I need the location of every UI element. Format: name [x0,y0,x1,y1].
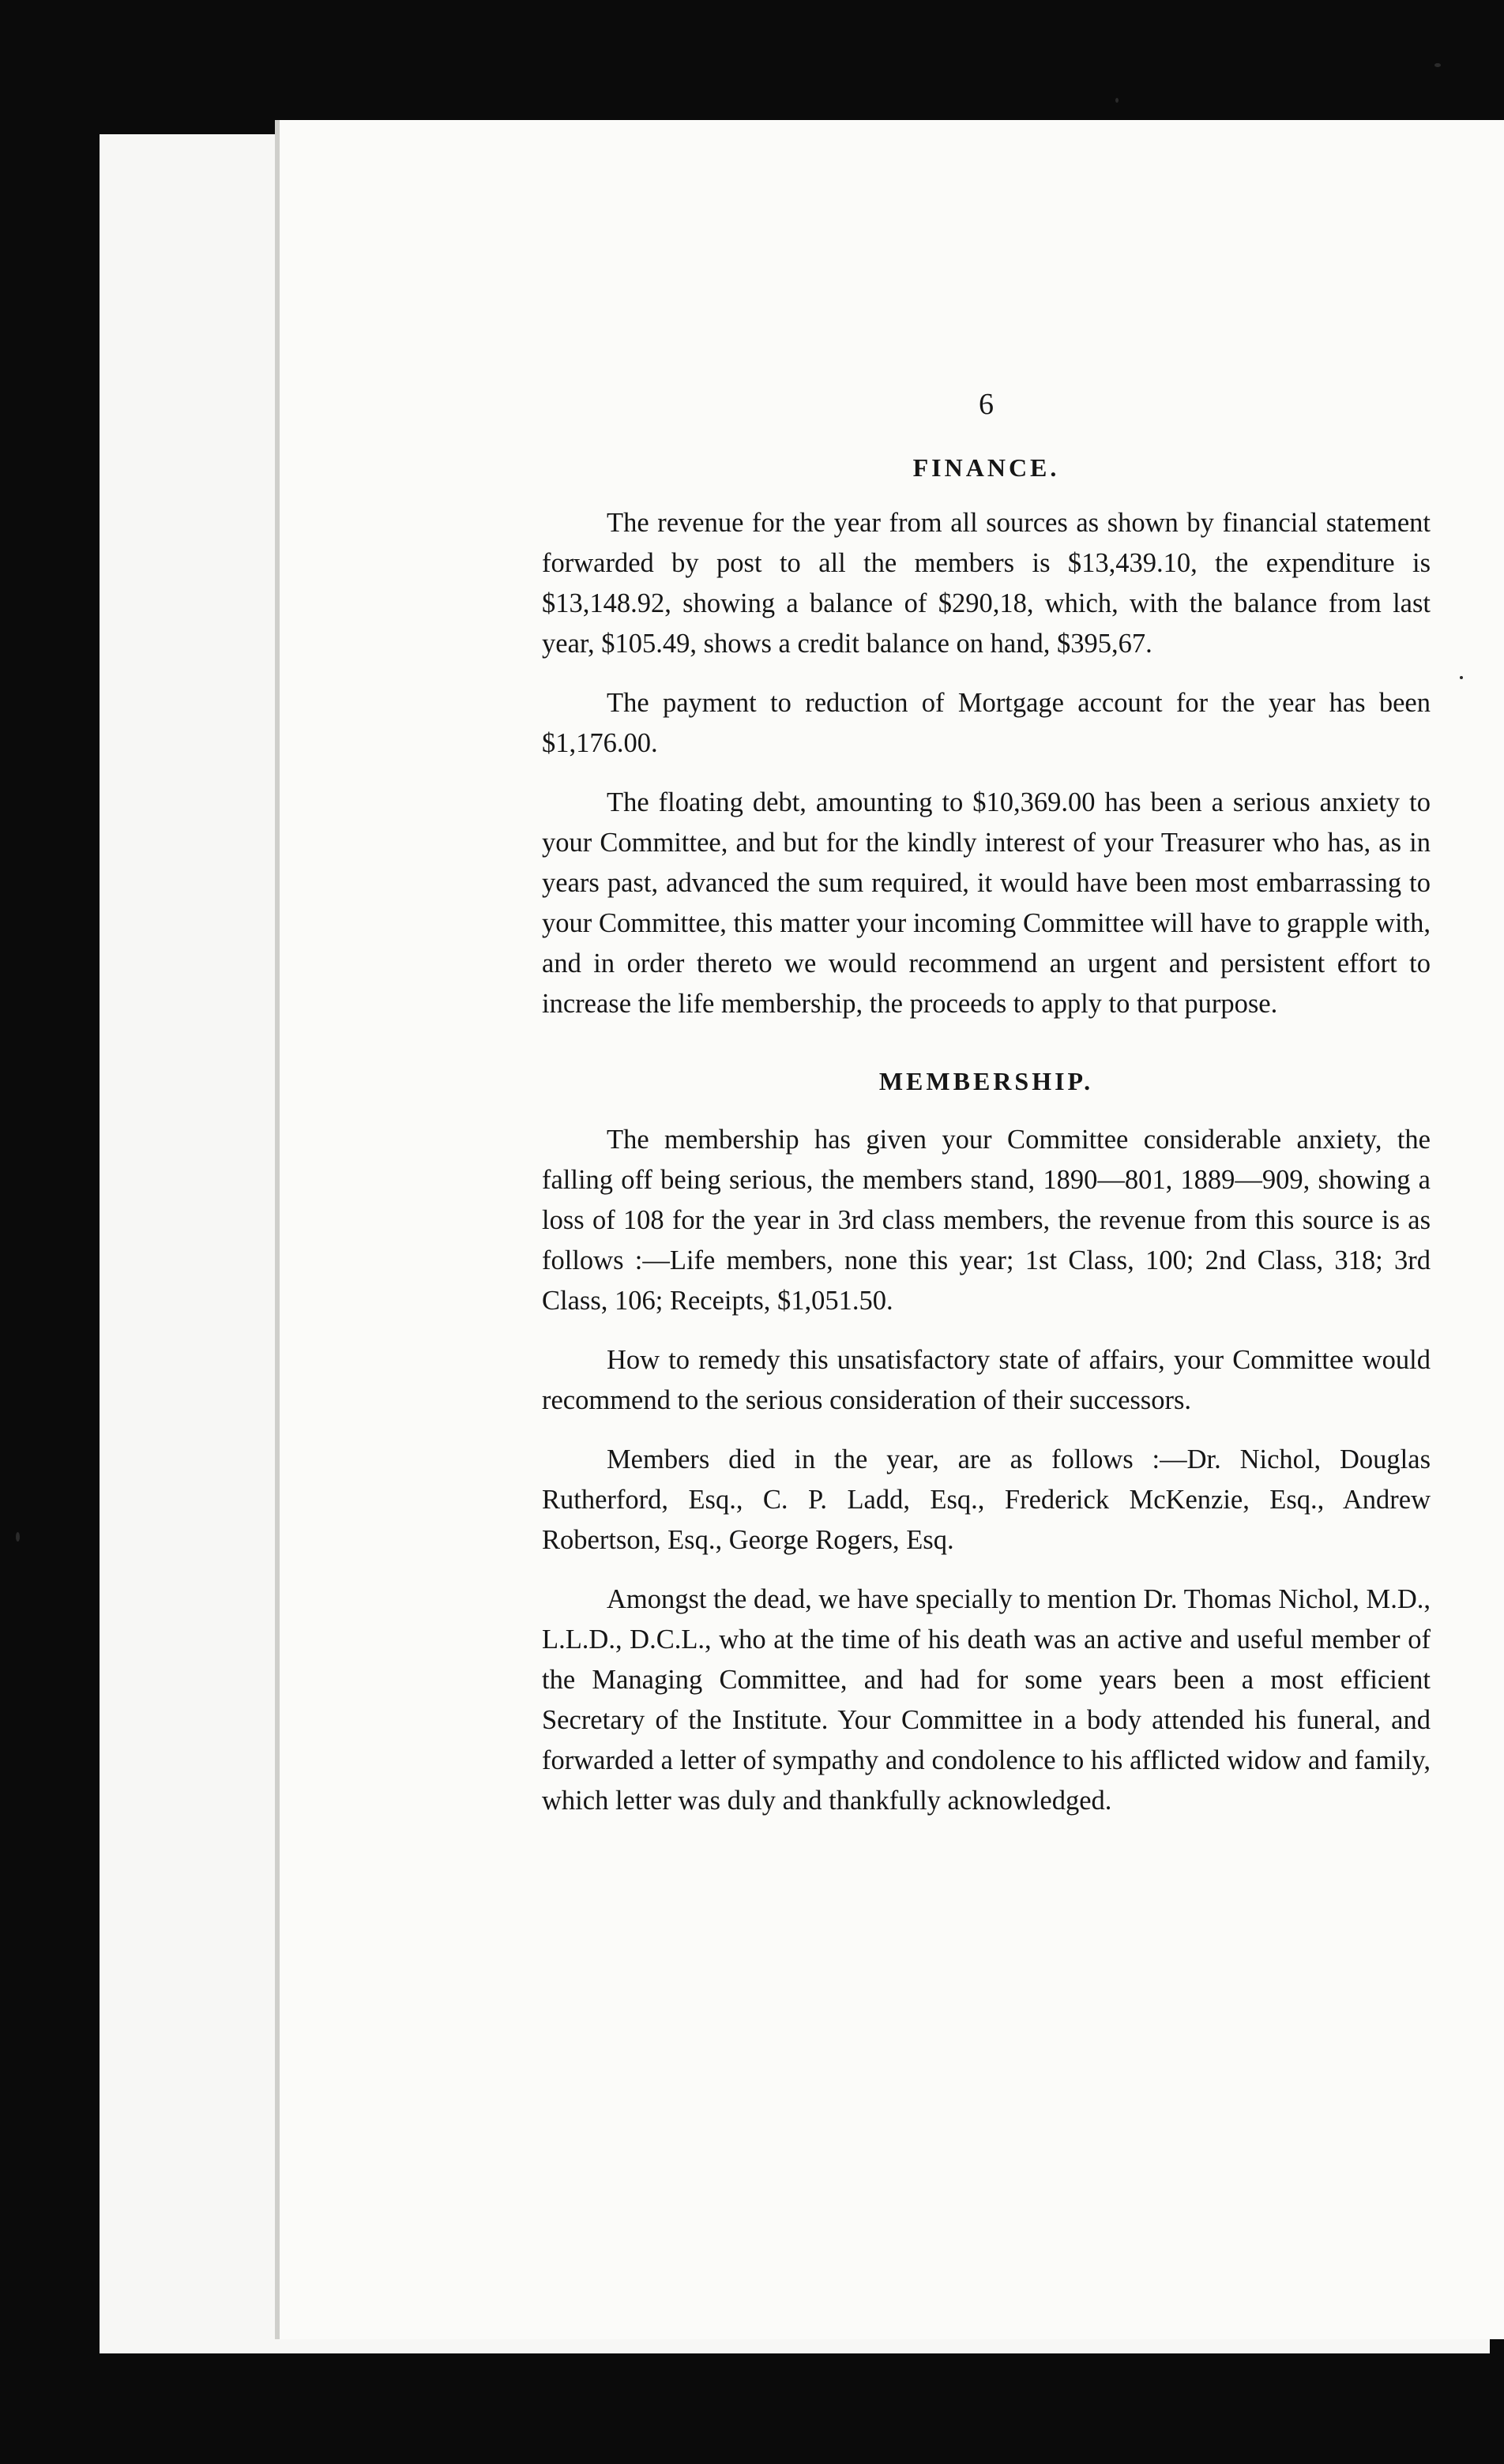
membership-paragraph-remedy: How to remedy this unsatisfactory state of affairs, your Committee would recommend to the serious consideration of their successors. [542,1345,1431,1415]
membership-paragraph-deaths: Members died in the year, are as follows :—Dr. Nichol, Douglas Rutherford, Esq., C. P. Ladd, Esq., Frederick McKenzie, Esq., Andrew Robertson, Esq., George Rogers, Esq. [542,1444,1431,1555]
page-number: 6 [979,388,994,421]
membership-paragraph-nichol: Amongst the dead, we have specially to mention Dr. Thomas Nichol, M.D., L.L.D., D.C.L., who at the time of his death was an active and useful member of the Managing Committee, and had for some years been a most efficient Secretary of the Institute. Your Committee in a body attended his funeral, and forwarded a letter of sympathy and condolence to his afflicted widow and family, which letter was duly and thankfully acknowledged. [542,1584,1431,1816]
text-block [542,387,1431,1840]
dust-speck [16,1532,20,1542]
finance-paragraph-revenue: The revenue for the year from all sources as shown by financial statement forwarded by post to all the members is $13,439.10, the expenditure is $13,148.92, showing a balance of $290,18, which, with the balance from last year, $105.49, shows a credit balance on hand, $395,67. [542,508,1431,659]
finance-paragraph-mortgage: The payment to reduction of Mortgage account for the year has been $1,176.00. [542,688,1431,758]
finance-heading: FINANCE. [912,453,1060,482]
dust-speck [1434,63,1441,67]
membership-paragraph-stats: The membership has given your Committee considerable anxiety, the falling off being serious, the members stand, 1890—801, 1889—909, showing a loss of 108 for the year in 3rd class members, the revenue from this source is as follows :—Life members, none this year; 1st Class, 100; 2nd Class, 318; 3rd Class, 106; Receipts, $1,051.50. [542,1125,1431,1316]
membership-heading: MEMBERSHIP. [878,1067,1094,1095]
finance-paragraph-floating-debt: The floating debt, amounting to $10,369.00 has been a serious anxiety to your Committee, and but for the kindly interest of your Treasurer who has, as in years past, advanced the sum required, it would have been most embarrassing to your Committee, this matter your incoming Committee will have to grapple with, and in order thereto we would recommend an urgent and persistent effort to increase the life membership, the proceeds to apply to that purpose. [542,787,1431,1019]
dust-speck [1115,98,1119,103]
dust-speck [1460,676,1463,679]
page-edge [276,120,280,2339]
